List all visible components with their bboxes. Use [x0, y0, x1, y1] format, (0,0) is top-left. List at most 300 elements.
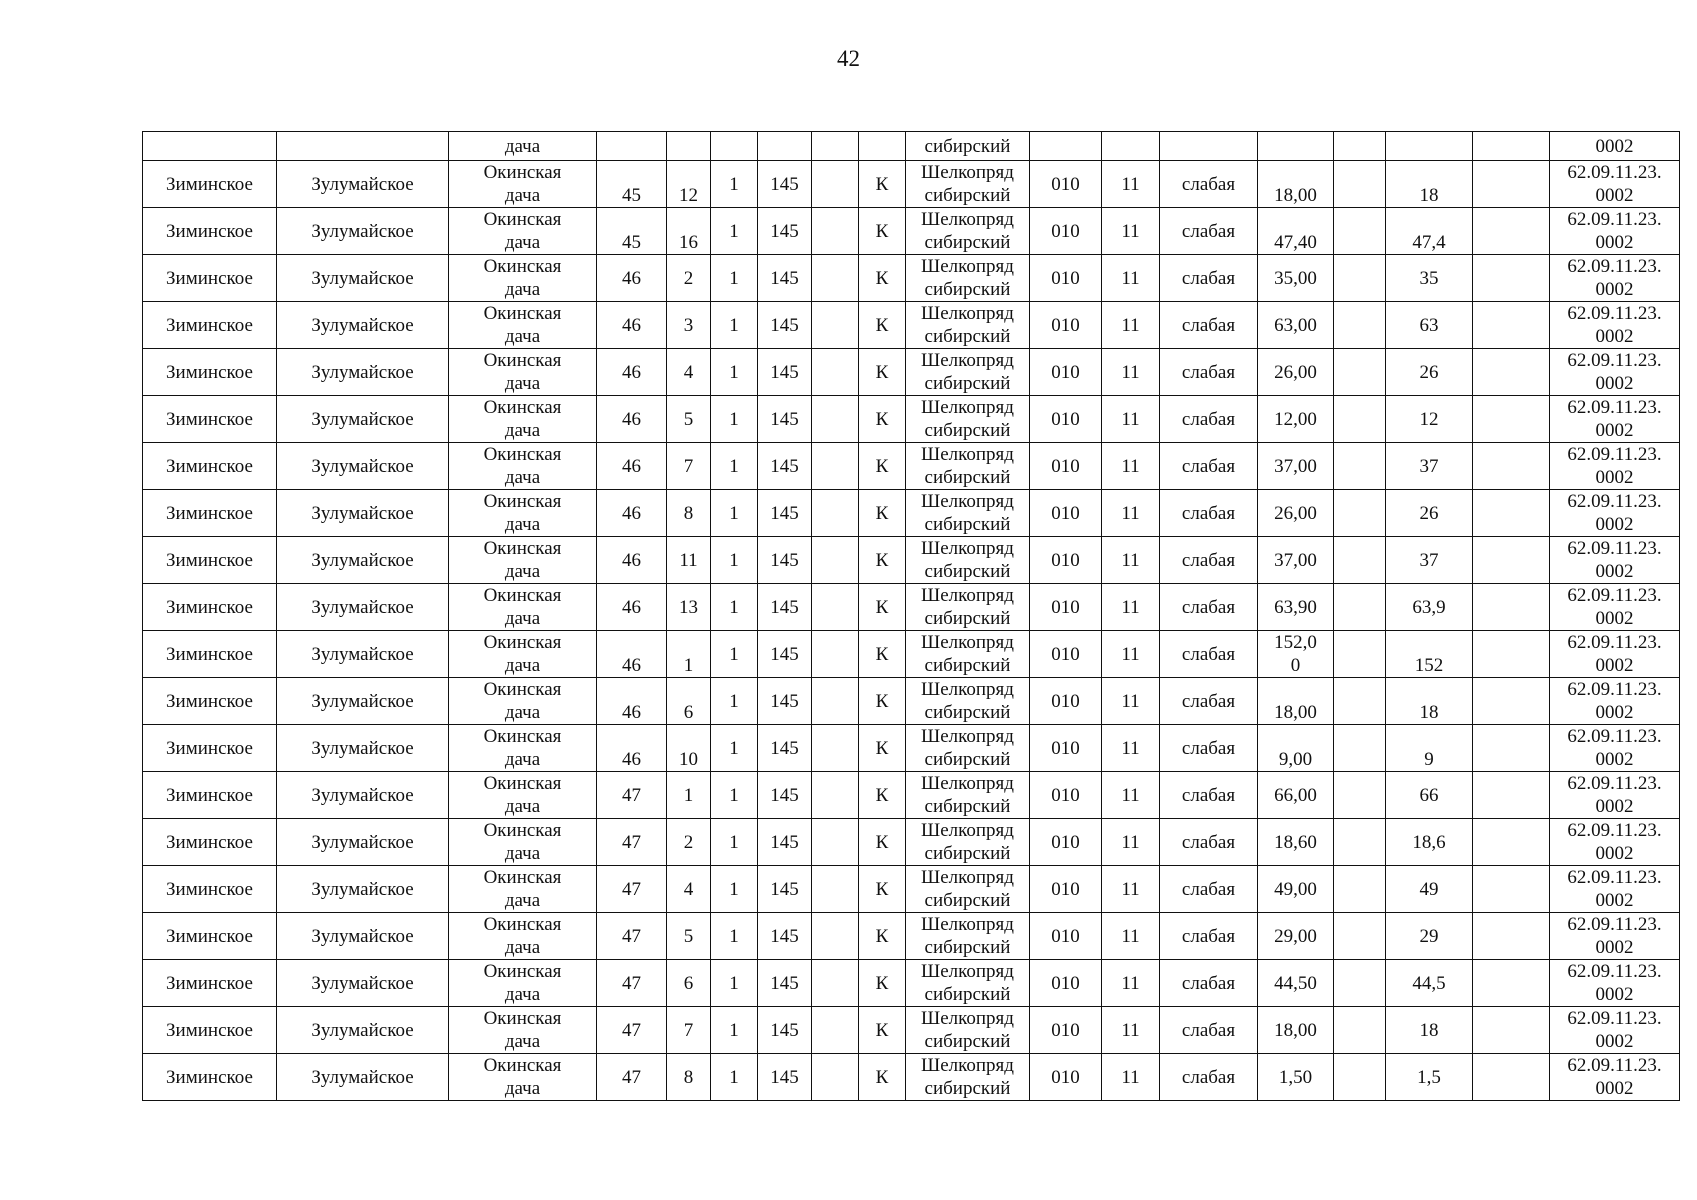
cell-col-f: 11 [1102, 960, 1160, 1007]
cell-kvartal: 46 [597, 396, 667, 443]
cell-col-c [812, 255, 859, 302]
cell-dacha-line: дача [504, 420, 541, 441]
cell-col-f: 11 [1102, 819, 1160, 866]
cell-col-b: 145 [758, 443, 812, 490]
cell-col-c [812, 1054, 859, 1101]
cell-vydel: 6 [667, 960, 711, 1007]
cell-col-h: 29 [1386, 913, 1473, 960]
cell-col-i [1473, 537, 1550, 584]
cell-col-e: 010 [1030, 631, 1102, 678]
cell-vydel: 16 [667, 208, 711, 255]
cell-col-c [812, 1007, 859, 1054]
cell-code-line: 0002 [1595, 608, 1634, 629]
table-cell [1160, 132, 1258, 161]
cell-col-b: 145 [758, 678, 812, 725]
cell-col-b: 145 [758, 396, 812, 443]
cell-col-a: 1 [711, 678, 758, 725]
cell-code [1550, 725, 1680, 772]
cell-col-e: 010 [1030, 396, 1102, 443]
cell-col-g [1334, 349, 1386, 396]
cell-code-line: 62.09.11.23. [1567, 491, 1662, 512]
cell-col-f: 11 [1102, 1054, 1160, 1101]
cell-col-d: К [859, 302, 906, 349]
cell-col-b: 145 [758, 349, 812, 396]
cell-dacha-line: дача [504, 467, 541, 488]
cell-lesnichestvo: Зиминское [143, 1054, 277, 1101]
cell-uchastok: Зулумайское [277, 960, 449, 1007]
cell-pest-line: Шелкопряд [921, 1008, 1014, 1029]
cell-col-e: 010 [1030, 255, 1102, 302]
cell-degree: слабая [1160, 819, 1258, 866]
cell-col-a: 1 [711, 913, 758, 960]
cell-vydel: 7 [667, 443, 711, 490]
cell-code-line: 62.09.11.23. [1567, 397, 1662, 418]
cell-dacha-line: Окинская [483, 444, 562, 465]
cell-pest-line: сибирский [924, 937, 1011, 958]
cell-code-line: 62.09.11.23. [1567, 1008, 1662, 1029]
cell-area [1258, 537, 1334, 584]
cell-uchastok: Зулумайское [277, 631, 449, 678]
cell-col-b: 145 [758, 725, 812, 772]
cell-col-h: 35 [1386, 255, 1473, 302]
cell-col-a: 1 [711, 396, 758, 443]
table-row [143, 132, 1680, 161]
cell-col-b: 145 [758, 255, 812, 302]
cell-degree: слабая [1160, 1054, 1258, 1101]
cell-uchastok: Зулумайское [277, 161, 449, 208]
table-row [143, 349, 1680, 396]
cell-col-a: 1 [711, 537, 758, 584]
cell-code-line: 0002 [1595, 561, 1634, 582]
cell-pest-line: Шелкопряд [921, 209, 1014, 230]
cell-dacha-line: дача [504, 514, 541, 535]
cell-degree: слабая [1160, 725, 1258, 772]
cell-pest-line: сибирский [924, 232, 1011, 253]
cell-degree: слабая [1160, 1007, 1258, 1054]
cell-dacha-line: дача [504, 326, 541, 347]
cell-area [1258, 349, 1334, 396]
cell-col-f: 11 [1102, 349, 1160, 396]
cell-col-b: 145 [758, 1054, 812, 1101]
cell-lesnichestvo: Зиминское [143, 678, 277, 725]
cell-pest [906, 302, 1030, 349]
cell-col-i [1473, 443, 1550, 490]
cell-dacha [449, 396, 597, 443]
cell-col-d: К [859, 537, 906, 584]
table-row [143, 678, 1680, 725]
cell-col-f: 11 [1102, 631, 1160, 678]
cell-dacha-line: дача [504, 890, 541, 911]
cell-code-line: 0002 [1595, 185, 1634, 206]
cell-col-h: 26 [1386, 490, 1473, 537]
cell-pest-line: сибирский [924, 749, 1011, 770]
cell-col-f: 11 [1102, 913, 1160, 960]
cell-kvartal: 47 [597, 960, 667, 1007]
cell-code-line: 62.09.11.23. [1567, 444, 1662, 465]
cell-area [1258, 678, 1334, 725]
cell-code [1550, 913, 1680, 960]
cell-vydel: 11 [667, 537, 711, 584]
cell-kvartal: 45 [597, 208, 667, 255]
cell-col-a: 1 [711, 490, 758, 537]
cell-dacha [449, 443, 597, 490]
cell-col-h: 63 [1386, 302, 1473, 349]
table-cell [1473, 132, 1550, 161]
cell-vydel: 8 [667, 490, 711, 537]
cell-uchastok: Зулумайское [277, 772, 449, 819]
cell-col-c [812, 772, 859, 819]
cell-col-i [1473, 913, 1550, 960]
cell-code-line: 0002 [1595, 937, 1634, 958]
cell-col-c [812, 960, 859, 1007]
cell-area-line: 1,50 [1278, 1066, 1313, 1088]
cell-area-line: 37,00 [1274, 549, 1317, 571]
cell-uchastok: Зулумайское [277, 1007, 449, 1054]
cell-dacha-line: Окинская [483, 773, 562, 794]
cell-col-e: 010 [1030, 772, 1102, 819]
cell-lesnichestvo: Зиминское [143, 584, 277, 631]
cell-area-line: 37,00 [1274, 455, 1317, 477]
cell-code-line: 62.09.11.23. [1567, 538, 1662, 559]
cell-area-line: 12,00 [1274, 408, 1317, 430]
table-row [143, 819, 1680, 866]
cell-col-d: К [859, 490, 906, 537]
page-number: 42 [837, 46, 860, 71]
cell-col-g [1334, 208, 1386, 255]
cell-kvartal: 47 [597, 819, 667, 866]
cell-code [1550, 960, 1680, 1007]
cell-area-line: 66,00 [1274, 784, 1317, 806]
cell-col-f: 11 [1102, 396, 1160, 443]
cell-pest-line: Шелкопряд [921, 726, 1014, 747]
cell-pest-line: сибирский [924, 279, 1011, 300]
cell-vydel: 10 [667, 725, 711, 772]
cell-code-line: 0002 [1595, 420, 1634, 441]
cell-area [1258, 396, 1334, 443]
cell-pest-line: Шелкопряд [921, 914, 1014, 935]
cell-degree: слабая [1160, 960, 1258, 1007]
cell-vydel: 2 [667, 255, 711, 302]
cell-kvartal: 46 [597, 255, 667, 302]
cell-col-h: 47,4 [1386, 208, 1473, 255]
table-cell [758, 132, 812, 161]
cell-col-c [812, 584, 859, 631]
cell-col-i [1473, 208, 1550, 255]
cell-col-e: 010 [1030, 725, 1102, 772]
cell-col-e: 010 [1030, 443, 1102, 490]
cell-vydel: 1 [667, 772, 711, 819]
cell-col-g [1334, 725, 1386, 772]
table-cell [859, 132, 906, 161]
cell-uchastok: Зулумайское [277, 443, 449, 490]
cell-col-a: 1 [711, 866, 758, 913]
cell-uchastok: Зулумайское [277, 537, 449, 584]
cell-area [1258, 960, 1334, 1007]
cell-col-a: 1 [711, 349, 758, 396]
cell-col-d: К [859, 913, 906, 960]
cell-code-line: 0002 [1595, 702, 1634, 723]
cell-degree: слабая [1160, 772, 1258, 819]
cell-area-line: 47,40 [1274, 232, 1317, 253]
cell-code [1550, 1054, 1680, 1101]
cell-degree: слабая [1160, 443, 1258, 490]
cell-col-a: 1 [711, 631, 758, 678]
cell-col-h: 18 [1386, 678, 1473, 725]
cell-kvartal: 46 [597, 349, 667, 396]
cell-dacha-line: Окинская [483, 350, 562, 371]
cell-col-e: 010 [1030, 678, 1102, 725]
cell-degree: слабая [1160, 161, 1258, 208]
cell-col-c [812, 725, 859, 772]
cell-col-i [1473, 631, 1550, 678]
cell-code-line: 0002 [1595, 655, 1634, 676]
cell-lesnichestvo: Зиминское [143, 349, 277, 396]
cell-col-g [1334, 819, 1386, 866]
cell-code-line: 62.09.11.23. [1567, 679, 1662, 700]
cell-pest [906, 678, 1030, 725]
cell-code-line: 62.09.11.23. [1567, 632, 1662, 653]
cell-dacha-line: Окинская [483, 491, 562, 512]
cell-degree: слабая [1160, 302, 1258, 349]
cell-code [1550, 161, 1680, 208]
cell-area-line: 26,00 [1274, 502, 1317, 524]
cell-col-h: 18 [1386, 161, 1473, 208]
cell-col-e: 010 [1030, 349, 1102, 396]
cell-col-e: 010 [1030, 960, 1102, 1007]
cell-area-line: 18,00 [1274, 702, 1317, 723]
cell-area [1258, 866, 1334, 913]
cell-vydel: 6 [667, 678, 711, 725]
cell-code-line: 0002 [1595, 232, 1634, 253]
cell-col-c [812, 208, 859, 255]
cell-col-c [812, 866, 859, 913]
cell-dacha-line: дача [504, 749, 541, 770]
cell-vydel: 8 [667, 1054, 711, 1101]
cell-dacha [449, 772, 597, 819]
cell-pest [906, 772, 1030, 819]
cell-kvartal: 46 [597, 678, 667, 725]
cell-pest-line: сибирский [924, 373, 1011, 394]
cell-col-b: 145 [758, 161, 812, 208]
cell-dacha-line: дача [504, 937, 541, 958]
cell-degree: слабая [1160, 866, 1258, 913]
cell-area [1258, 208, 1334, 255]
cell-col-f: 11 [1102, 255, 1160, 302]
cell-code [1550, 1007, 1680, 1054]
cell-col-i [1473, 255, 1550, 302]
cell-pest-line: Шелкопряд [921, 867, 1014, 888]
records-table [142, 131, 1680, 1101]
cell-dacha-line: Окинская [483, 209, 562, 230]
table-cell [812, 132, 859, 161]
cell-dacha-line: Окинская [483, 1055, 562, 1076]
cell-code-line: 0002 [1595, 1031, 1634, 1052]
cell-col-b: 145 [758, 490, 812, 537]
cell-pest-line: Шелкопряд [921, 256, 1014, 277]
cell-dacha-line: Окинская [483, 162, 562, 183]
table-cell: 0002 [1550, 132, 1680, 161]
cell-col-a: 1 [711, 443, 758, 490]
cell-col-d: К [859, 772, 906, 819]
cell-col-h: 66 [1386, 772, 1473, 819]
cell-code [1550, 396, 1680, 443]
table-row [143, 537, 1680, 584]
cell-col-i [1473, 1054, 1550, 1101]
cell-pest-line: сибирский [924, 984, 1011, 1005]
cell-col-g [1334, 161, 1386, 208]
table-row [143, 725, 1680, 772]
cell-lesnichestvo: Зиминское [143, 490, 277, 537]
cell-area-line: 18,00 [1274, 185, 1317, 206]
cell-kvartal: 47 [597, 772, 667, 819]
cell-col-i [1473, 161, 1550, 208]
cell-dacha-line: дача [504, 984, 541, 1005]
cell-pest [906, 913, 1030, 960]
cell-col-a: 1 [711, 819, 758, 866]
cell-col-f: 11 [1102, 584, 1160, 631]
cell-dacha-line: дача [504, 185, 541, 206]
cell-area [1258, 302, 1334, 349]
cell-dacha-line: дача [504, 561, 541, 582]
cell-dacha-line: дача [504, 373, 541, 394]
cell-area-line: 18,60 [1274, 831, 1317, 853]
cell-kvartal: 46 [597, 584, 667, 631]
cell-code [1550, 584, 1680, 631]
cell-col-h: 1,5 [1386, 1054, 1473, 1101]
cell-pest [906, 725, 1030, 772]
cell-col-a: 1 [711, 1007, 758, 1054]
cell-pest-line: Шелкопряд [921, 303, 1014, 324]
cell-col-i [1473, 349, 1550, 396]
cell-vydel: 4 [667, 349, 711, 396]
cell-kvartal: 46 [597, 443, 667, 490]
cell-degree: слабая [1160, 349, 1258, 396]
cell-pest-line: Шелкопряд [921, 585, 1014, 606]
cell-uchastok: Зулумайское [277, 678, 449, 725]
cell-col-d: К [859, 819, 906, 866]
cell-col-a: 1 [711, 1054, 758, 1101]
cell-pest [906, 349, 1030, 396]
cell-col-b: 145 [758, 960, 812, 1007]
cell-dacha [449, 1054, 597, 1101]
table-row [143, 208, 1680, 255]
cell-code-line: 62.09.11.23. [1567, 1055, 1662, 1076]
cell-col-f: 11 [1102, 161, 1160, 208]
cell-col-a: 1 [711, 725, 758, 772]
cell-col-d: К [859, 631, 906, 678]
cell-pest-line: Шелкопряд [921, 350, 1014, 371]
cell-col-g [1334, 1054, 1386, 1101]
cell-col-g [1334, 537, 1386, 584]
cell-uchastok: Зулумайское [277, 349, 449, 396]
cell-uchastok: Зулумайское [277, 725, 449, 772]
cell-col-g [1334, 631, 1386, 678]
table-cell: сибирский [906, 132, 1030, 161]
cell-col-b: 145 [758, 208, 812, 255]
cell-code-line: 0002 [1595, 326, 1634, 347]
cell-pest [906, 537, 1030, 584]
cell-area [1258, 819, 1334, 866]
cell-col-i [1473, 302, 1550, 349]
cell-col-g [1334, 678, 1386, 725]
table-cell [143, 132, 277, 161]
cell-pest-line: Шелкопряд [921, 773, 1014, 794]
cell-lesnichestvo: Зиминское [143, 208, 277, 255]
cell-area [1258, 255, 1334, 302]
cell-code-line: 62.09.11.23. [1567, 585, 1662, 606]
table-body [143, 132, 1680, 1101]
cell-uchastok: Зулумайское [277, 1054, 449, 1101]
cell-uchastok: Зулумайское [277, 396, 449, 443]
cell-dacha [449, 584, 597, 631]
cell-pest [906, 443, 1030, 490]
table-cell [277, 132, 449, 161]
cell-dacha [449, 208, 597, 255]
cell-pest-line: Шелкопряд [921, 820, 1014, 841]
cell-pest-line: сибирский [924, 796, 1011, 817]
cell-dacha-line: дача [504, 843, 541, 864]
cell-col-e: 010 [1030, 584, 1102, 631]
table-cell [1102, 132, 1160, 161]
cell-dacha-line: Окинская [483, 867, 562, 888]
cell-lesnichestvo: Зиминское [143, 443, 277, 490]
cell-col-h: 18,6 [1386, 819, 1473, 866]
cell-code [1550, 443, 1680, 490]
cell-pest-line: сибирский [924, 1031, 1011, 1052]
cell-kvartal: 47 [597, 866, 667, 913]
cell-area [1258, 725, 1334, 772]
cell-col-i [1473, 960, 1550, 1007]
cell-dacha-line: дача [504, 608, 541, 629]
cell-col-a: 1 [711, 208, 758, 255]
cell-pest-line: сибирский [924, 655, 1011, 676]
cell-code [1550, 866, 1680, 913]
cell-dacha-line: дача [504, 232, 541, 253]
cell-dacha-line: дача [504, 1031, 541, 1052]
cell-col-c [812, 490, 859, 537]
cell-area-line: 63,90 [1274, 596, 1317, 618]
cell-pest [906, 960, 1030, 1007]
cell-lesnichestvo: Зиминское [143, 725, 277, 772]
cell-area [1258, 443, 1334, 490]
cell-kvartal: 45 [597, 161, 667, 208]
cell-col-b: 145 [758, 819, 812, 866]
table-cell [711, 132, 758, 161]
cell-col-f: 11 [1102, 772, 1160, 819]
cell-code [1550, 772, 1680, 819]
cell-col-f: 11 [1102, 302, 1160, 349]
cell-lesnichestvo: Зиминское [143, 631, 277, 678]
cell-kvartal: 46 [597, 490, 667, 537]
cell-code [1550, 678, 1680, 725]
cell-col-i [1473, 396, 1550, 443]
cell-col-c [812, 349, 859, 396]
cell-uchastok: Зулумайское [277, 490, 449, 537]
cell-col-c [812, 161, 859, 208]
cell-col-d: К [859, 678, 906, 725]
cell-pest-line: Шелкопряд [921, 162, 1014, 183]
cell-pest [906, 631, 1030, 678]
cell-dacha-line: дача [504, 1078, 541, 1099]
cell-col-i [1473, 725, 1550, 772]
cell-col-c [812, 819, 859, 866]
cell-col-h: 152 [1386, 631, 1473, 678]
cell-vydel: 4 [667, 866, 711, 913]
cell-col-a: 1 [711, 960, 758, 1007]
cell-area [1258, 913, 1334, 960]
cell-col-a: 1 [711, 302, 758, 349]
cell-pest [906, 161, 1030, 208]
